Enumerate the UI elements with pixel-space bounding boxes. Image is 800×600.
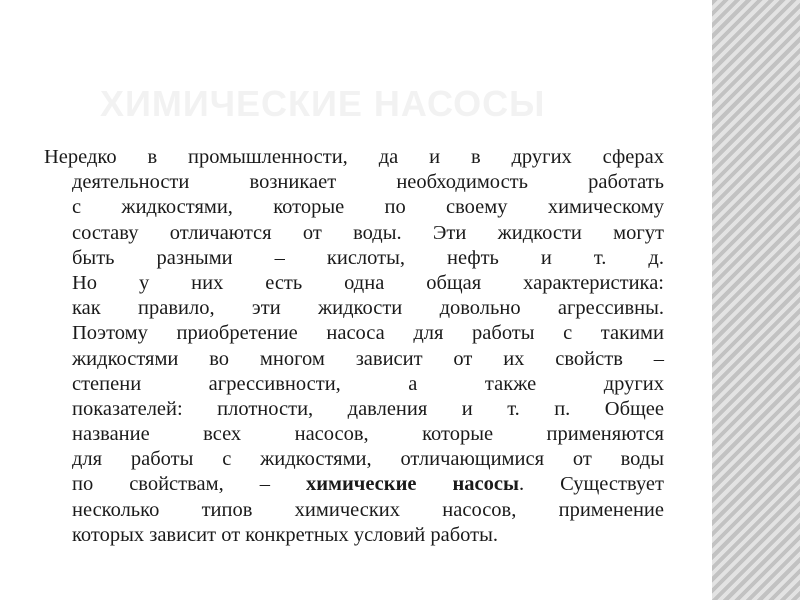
slide-body-text xyxy=(44,145,664,548)
text-line: деятельности возникает необходимость работать xyxy=(72,171,664,194)
text-line: степени агрессивности, а также других xyxy=(72,372,664,395)
text-line: составу отличаются от воды. Эти жидкости могут xyxy=(72,221,664,244)
text-line: Но у них есть одна общая характеристика: xyxy=(72,271,664,294)
text-line: показателей: плотности, давления и т. п. Общее xyxy=(72,397,664,420)
text-line: несколько типов химических насосов, применение xyxy=(72,498,664,521)
text-line: название всех насосов, которые применяются xyxy=(72,423,664,446)
text-line: быть разными – кислоты, нефть и т. д. xyxy=(72,246,664,269)
text-line: с жидкостями, которые по своему химическому xyxy=(72,196,664,219)
text-line: которых зависит от конкретных условий работы. xyxy=(72,523,499,546)
text-segment: по свойствам, – xyxy=(72,473,306,496)
text-line: Поэтому приобретение насоса для работы с такими xyxy=(72,322,664,345)
decorative-stripe-band xyxy=(712,0,800,600)
text-line: для работы с жидкостями, отличающимися от воды xyxy=(72,448,664,471)
text-line: Нередко в промышленности, да и в других сферах xyxy=(44,146,664,168)
text-line: как правило, эти жидкости довольно агрессивны. xyxy=(72,297,664,320)
slide-title: ХИМИЧЕСКИЕ НАСОСЫ xyxy=(100,83,546,124)
text-segment: . Существует xyxy=(519,473,664,496)
text-line xyxy=(44,472,664,497)
text-line: жидкостями во многом зависит от их свойств – xyxy=(72,347,664,370)
bold-term: химические насосы xyxy=(305,473,519,496)
